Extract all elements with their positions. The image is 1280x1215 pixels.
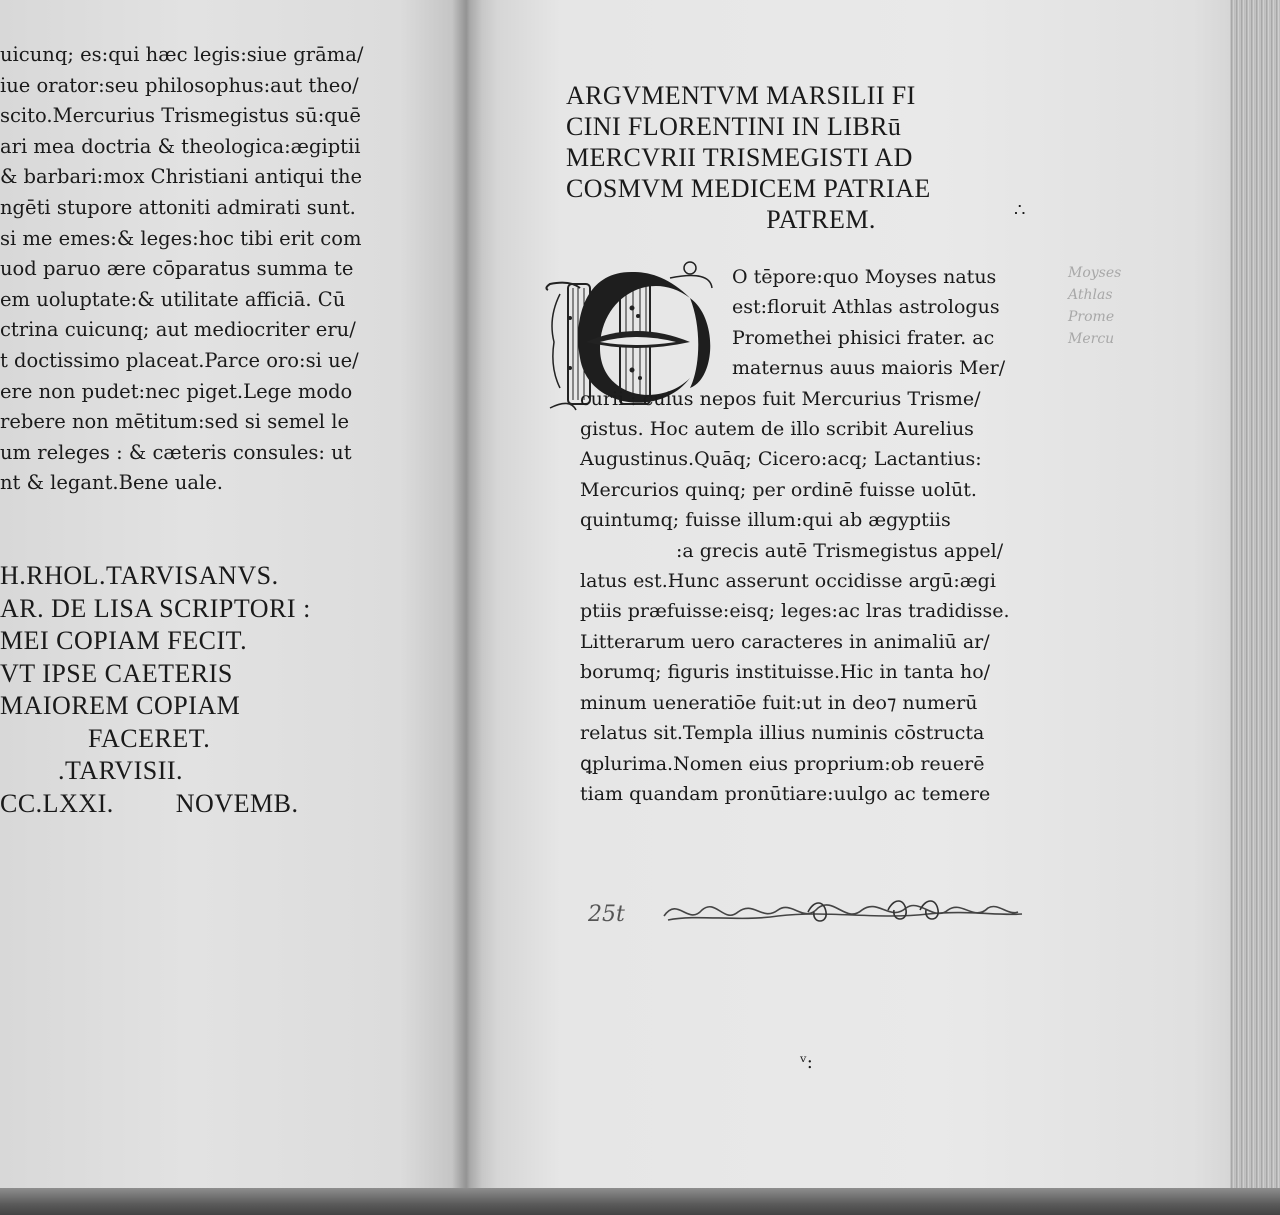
text-line: ngēti stupore attoniti admirati sunt. — [0, 195, 356, 219]
text-line: latus est.Hunc asserunt occidisse argū:ægi — [580, 570, 996, 593]
text-line: relatus sit.Templa illius numinis cōstructa — [580, 722, 985, 745]
chapter-heading — [566, 80, 1046, 235]
text-line: t doctissimo placeat.Parce oro:si ue/ — [0, 348, 359, 372]
heading-line: ARGVMENTVM MARSILII FI — [566, 81, 916, 110]
text-line: rebere non mētitum:sed si semel le — [0, 410, 350, 434]
colophon-line: FACERET. — [88, 723, 211, 753]
text-line: ptiis præfuisse:eisq; leges:ac lras tradidisse. — [580, 600, 1010, 623]
handwritten-number: 25t — [588, 902, 625, 927]
text-line: ari mea doctria & theologica:ægiptii — [0, 134, 361, 158]
margin-note: Prome — [1068, 309, 1115, 325]
text-line: scito.Mercurius Trismegistus sū:quē — [0, 104, 361, 128]
text-line: Augustinus.Quāq; Cicero:acq; Lactantius: — [580, 448, 982, 471]
colophon-month: NOVEMB. — [175, 788, 299, 818]
text-line: nt & legant.Bene uale. — [0, 471, 223, 495]
text-line: um releges : & cæteris consules: ut — [0, 440, 352, 464]
text-line: Litterarum uero caracteres in animaliū ar/ — [580, 630, 990, 653]
colophon-year: CC.LXXI. — [0, 788, 114, 818]
book-cover-edge — [0, 1188, 1280, 1215]
text-line: em uoluptate:& utilitate afficiā. Cū — [0, 287, 346, 311]
signature-mark: ᵛ: — [800, 1052, 813, 1073]
colophon-line: H.RHOL.TARVISANVS. — [0, 561, 279, 590]
left-page-text — [0, 40, 400, 499]
text-line: minum ueneratiōe fuit:ut in deo⁊ numerū — [580, 691, 978, 714]
text-line: ere non pudet:nec piget.Lege modo — [0, 379, 353, 403]
text-line: curii : cuius nepos fuit Mercurius Trisme/ — [580, 387, 981, 410]
text-line: quintumq; fuisse illum:qui ab ægyptiis — [580, 509, 951, 532]
heading-line: COSMVM MEDICEM PATRIAE — [566, 174, 931, 203]
scribbled-out-text-icon — [658, 886, 1038, 936]
text-line: O tēpore:quo Moyses natus — [732, 266, 997, 288]
colophon-line: AR. DE LISA SCRIPTORI : — [0, 593, 311, 623]
colophon-line: MAIOREM COPIAM — [0, 691, 241, 720]
text-line: ctrina cuicunq; aut mediocriter eru/ — [0, 318, 356, 342]
colophon-line: .TARVISII. — [58, 756, 184, 785]
text-line: ꝗplurima.Nomen eius proprium:ob reuerē — [580, 752, 985, 775]
handwritten-note — [588, 880, 1028, 940]
text-line: maternus auus maioris Mer/ — [732, 357, 1006, 380]
text-line: tiam quandam pronūtiare:uulgo ac temere — [580, 782, 991, 805]
text-line: & barbari:mox Christiani antiqui the — [0, 165, 363, 189]
margin-note: Moyses — [1068, 265, 1122, 281]
colophon-line: VT IPSE CAETERIS — [0, 658, 233, 688]
text-line: gistus. Hoc autem de illo scribit Aurelius — [580, 418, 974, 441]
colophon — [0, 560, 400, 820]
margin-note: Mercu — [1068, 331, 1115, 347]
text-line: iue orator:seu philosophus:aut theo/ — [0, 73, 359, 97]
text-line: uod paruo ære cōparatus summa te — [0, 257, 354, 281]
text-line: est:floruit Athlas astrologus — [732, 296, 1000, 319]
text-line: uicunq; es:qui hæc legis:siue grāma/ — [0, 43, 364, 66]
margin-note: Athlas — [1068, 287, 1113, 303]
text-line: Mercurios quinq; per ordinē fuisse uolūt. — [580, 478, 977, 501]
book-gutter — [452, 0, 482, 1190]
text-line: si me emes:& leges:hoc tibi erit com — [0, 226, 362, 250]
page-edges — [1230, 0, 1280, 1190]
heading-line: PATREM. — [766, 205, 876, 234]
text-line: Promethei phisici frater. ac — [732, 326, 995, 349]
heading-line: CINI FLORENTINI IN LIBRū — [566, 112, 902, 141]
text-line: :a grecis autē Trismegistus appel/ — [676, 539, 1004, 562]
colophon-line: MEI COPIAM FECIT. — [0, 626, 248, 655]
body-text — [580, 262, 1070, 809]
colophon-date-line — [0, 788, 400, 821]
text-line: borumq; figuris instituisse.Hic in tanta ho/ — [580, 661, 991, 684]
heading-line: MERCVRII TRISMEGISTI AD — [566, 143, 913, 172]
heading-mark: ∴ — [1014, 200, 1026, 221]
margin-notes — [1068, 262, 1158, 350]
